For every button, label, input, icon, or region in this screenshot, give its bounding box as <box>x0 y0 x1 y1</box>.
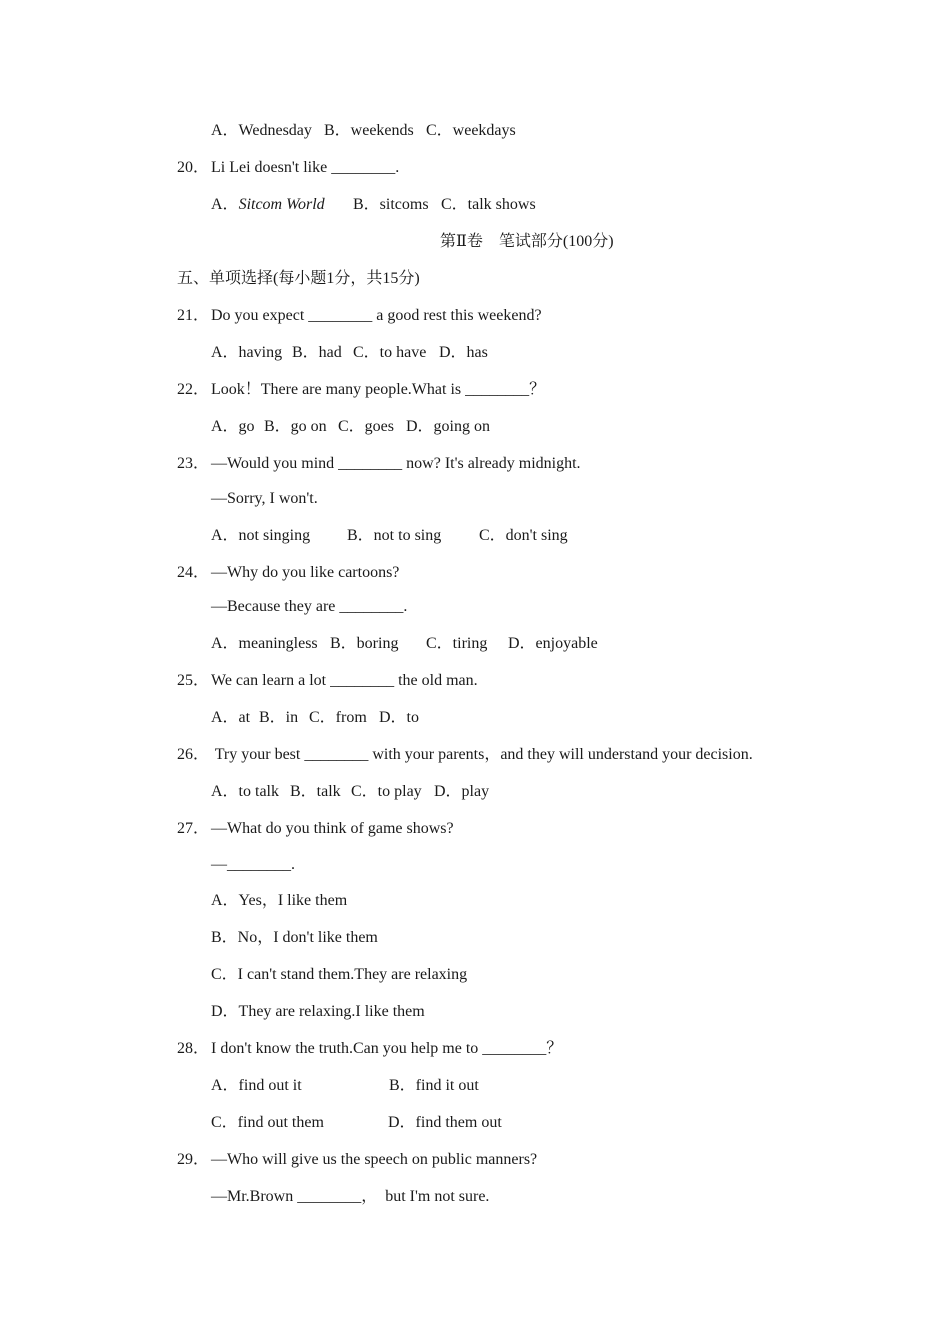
question-number: 24． <box>177 564 210 581</box>
question-stem: Li Lei doesn't like ________. <box>211 159 400 176</box>
question-stem: Look！There are many people.What is ________？ <box>211 381 546 398</box>
q27-option-c: C．I can't stand them.They are relaxing <box>211 966 468 983</box>
q28-option-b: B．find it out <box>389 1077 479 1094</box>
question-number: 20． <box>177 159 210 176</box>
question-29 <box>177 1150 537 1170</box>
q26-option-c: C．to play <box>351 783 422 800</box>
option-italic-text: Sitcom World <box>238 196 325 213</box>
question-24 <box>177 563 399 583</box>
section-heading: 五、单项选择(每小题1分，共15分) <box>177 270 420 287</box>
q28-option-d: D．find them out <box>388 1114 502 1131</box>
question-23 <box>177 454 581 474</box>
q27-option-b: B．No，I don't like them <box>211 929 378 946</box>
question-number: 22． <box>177 381 210 398</box>
q24-option-d: D．enjoyable <box>508 635 598 652</box>
q26-option-b: B．talk <box>290 783 341 800</box>
question-25 <box>177 671 478 691</box>
question-stem: Try your best ________ with your parents，and they will understand your decision. <box>211 746 753 763</box>
question-stem: —Who will give us the speech on public manners? <box>211 1151 538 1168</box>
q21-option-c: C．to have <box>353 344 427 361</box>
q22-option-d: D．going on <box>406 418 491 435</box>
q22-option-c: C．goes <box>338 418 395 435</box>
q20-option-c: C．talk shows <box>441 196 536 213</box>
question-number: 29． <box>177 1151 210 1168</box>
q22-option-b: B．go on <box>264 418 327 435</box>
q24-reply: —Because they are ________. <box>211 598 408 615</box>
q26-option-d: D．play <box>434 783 490 800</box>
question-number: 28． <box>177 1040 210 1057</box>
option-prefix: A． <box>211 196 239 213</box>
q19-option-b: B．weekends <box>324 122 414 139</box>
q29-reply: —Mr.Brown ________， but I'm not sure. <box>211 1188 490 1205</box>
q19-option-a: A．Wednesday <box>211 122 312 139</box>
question-number: 26． <box>177 746 210 763</box>
q25-option-c: C．from <box>309 709 367 726</box>
question-number: 25． <box>177 672 210 689</box>
question-21 <box>177 306 542 326</box>
part-title: 第Ⅱ卷 笔试部分(100分) <box>440 233 614 250</box>
question-20 <box>177 158 399 178</box>
q24-option-a: A．meaningless <box>211 635 318 652</box>
q23-option-a: A．not singing <box>211 527 311 544</box>
q28-option-a: A．find out it <box>211 1077 302 1094</box>
q20-option-a <box>211 195 325 215</box>
question-stem: —What do you think of game shows? <box>211 820 454 837</box>
q27-option-a: A．Yes，I like them <box>211 892 348 909</box>
question-number: 21． <box>177 307 210 324</box>
question-22 <box>177 380 545 400</box>
question-stem: Do you expect ________ a good rest this weekend? <box>211 307 542 324</box>
q27-option-d: D．They are relaxing.I like them <box>211 1003 425 1020</box>
q19-option-c: C．weekdays <box>426 122 516 139</box>
q23-option-b: B．not to sing <box>347 527 442 544</box>
q23-option-c: C．don't sing <box>479 527 568 544</box>
q22-option-a: A．go <box>211 418 255 435</box>
question-stem: —Why do you like cartoons? <box>211 564 400 581</box>
question-stem: We can learn a lot ________ the old man. <box>211 672 478 689</box>
question-26 <box>177 745 753 765</box>
q20-option-b: B．sitcoms <box>353 196 429 213</box>
q25-option-d: D．to <box>379 709 420 726</box>
question-stem: I don't know the truth.Can you help me to ________？ <box>211 1040 563 1057</box>
q24-option-c: C．tiring <box>426 635 488 652</box>
q21-option-b: B．had <box>292 344 342 361</box>
q23-reply: —Sorry, I won't. <box>211 490 318 507</box>
question-28 <box>177 1039 562 1059</box>
q26-option-a: A．to talk <box>211 783 279 800</box>
q21-option-a: A．having <box>211 344 283 361</box>
q28-option-c: C．find out them <box>211 1114 324 1131</box>
question-number: 27． <box>177 820 210 837</box>
q27-reply: —________. <box>211 856 295 873</box>
q21-option-d: D．has <box>439 344 488 361</box>
q25-option-a: A．at <box>211 709 251 726</box>
question-27 <box>177 819 454 839</box>
q24-option-b: B．boring <box>330 635 399 652</box>
question-stem: —Would you mind ________ now? It's already midnight. <box>211 455 581 472</box>
q25-option-b: B．in <box>259 709 299 726</box>
question-number: 23． <box>177 455 210 472</box>
